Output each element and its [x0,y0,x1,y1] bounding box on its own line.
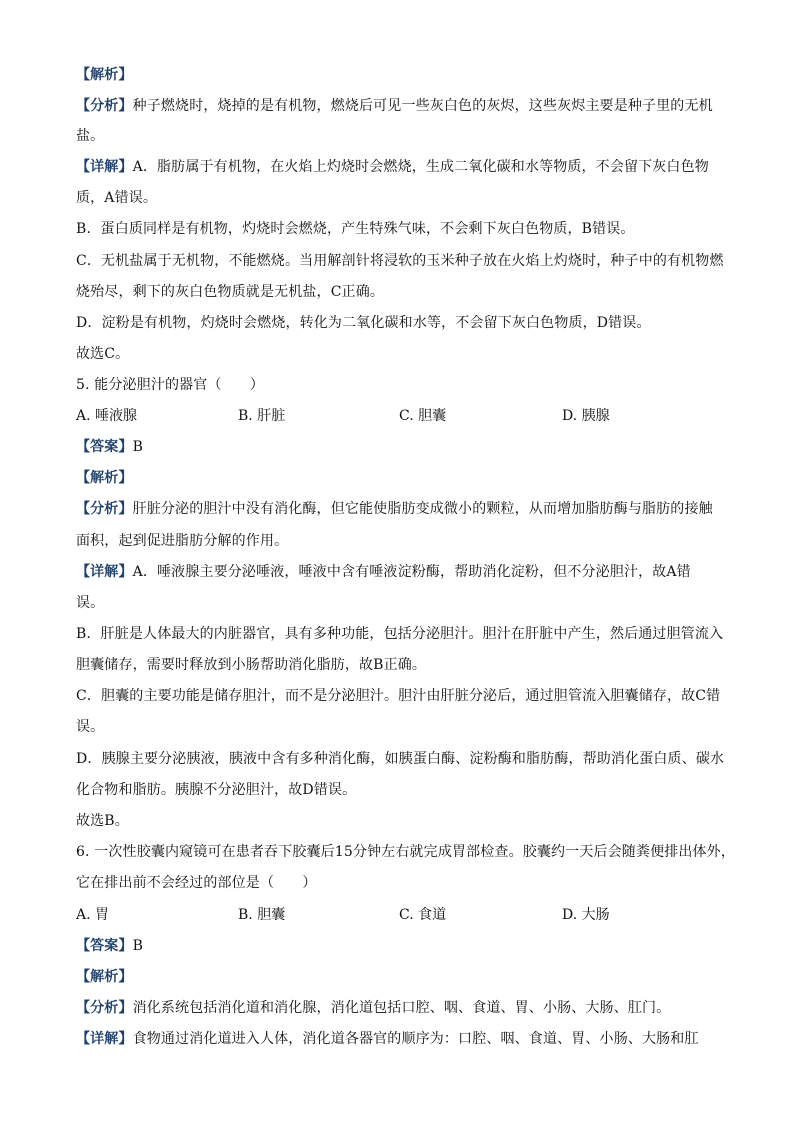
q6-stem-line-1: 6. 一次性胶囊内窥镜可在患者吞下胶囊后15分钟左右就完成胃部检查。胶囊约一天后会随粪便排出体外， [76,844,735,860]
q5-option-b: B. 肝脏 [238,408,286,424]
q4-detail-a-line-2: 质，A错误。 [76,190,158,206]
q5-detail-d-line-2: 化合物和脂肪。胰腺不分泌胆汁，故D错误。 [76,782,357,798]
q6-answer: 【答案】B [76,938,144,954]
q5-option-d: D. 胰腺 [562,408,610,424]
q5-detail-c-line-2: 误。 [76,719,105,735]
q6-option-d: D. 大肠 [562,907,610,923]
q4-detail-b: B．蛋白质同样是有机物，灼烧时会燃烧，产生特殊气味，不会剩下灰白色物质，B错误。 [76,221,635,237]
q5-analysis-line-2: 面积，起到促进脂肪分解的作用。 [76,533,289,549]
q5-stem: 5. 能分泌胆汁的器官（ ） [76,377,265,393]
q6-jiexi-heading: 【解析】 [76,969,133,985]
q4-detail-c-line-1: C．无机盐属于无机物，不能燃烧。当用解剖针将浸软的玉米种子放在火焰上灼烧时，种子中的有机物燃 [76,253,724,269]
q5-detail-c-line-1: C．胆囊的主要功能是储存胆汁，而不是分泌胆汁。胆汁由肝脏分泌后，通过胆管流入胆囊储存，故C错 [76,688,721,704]
q5-analysis-line-1: 【分析】肝脏分泌的胆汁中没有消化酶，但它能使脂肪变成微小的颗粒，从而增加脂肪酶与脂肪的接触 [76,501,713,517]
q5-option-c: C. 胆囊 [399,408,447,424]
q4-jiexi-heading: 【解析】 [76,67,133,83]
q5-detail-b-line-1: B．肝脏是人体最大的内脏器官，具有多种功能，包括分泌胆汁。胆汁在肝脏中产生，然后通过胆管流入 [76,626,724,642]
q4-analysis-line-2: 盐。 [76,128,105,144]
q5-option-a: A. 唾液腺 [76,408,138,424]
q5-answer: 【答案】B [76,439,144,455]
q6-analysis: 【分析】消化系统包括消化道和消化腺，消化道包括口腔、咽、食道、胃、小肠、大肠、肛门。 [76,1000,671,1016]
q4-detail-a-line-1: 【详解】A．脂肪属于有机物，在火焰上灼烧时会燃烧，生成二氧化碳和水等物质，不会留下灰白色物 [76,159,709,175]
q5-detail-a-line-1: 【详解】A．唾液腺主要分泌唾液，唾液中含有唾液淀粉酶，帮助消化淀粉，但不分泌胆汁，故A错 [76,564,691,580]
q6-detail-line-1: 【详解】食物通过消化道进入人体，消化道各器官的顺序为：口腔、咽、食道、胃、小肠、大肠和肛 [76,1031,699,1047]
q4-detail-c-line-2: 烧殆尽，剩下的灰白色物质就是无机盐，C正确。 [76,284,385,300]
q5-detail-d-line-1: D．胰腺主要分泌胰液，胰液中含有多种消化酶，如胰蛋白酶、淀粉酶和脂肪酶，帮助消化蛋白质、碳水 [76,751,725,767]
q4-detail-d: D．淀粉是有机物，灼烧时会燃烧，转化为二氧化碳和水等，不会留下灰白色物质，D错误。 [76,315,651,331]
q6-option-c: C. 食道 [399,907,447,923]
q6-option-b: B. 胆囊 [238,907,286,923]
q5-conclusion: 故选B。 [76,813,129,829]
q5-detail-a-line-2: 误。 [76,595,105,611]
q4-analysis-line-1: 【分析】种子燃烧时，烧掉的是有机物，燃烧后可见一些灰白色的灰烬，这些灰烬主要是种子里的无机 [76,98,713,114]
q5-detail-b-line-2: 胆囊储存，需要时释放到小肠帮助消化脂肪，故B正确。 [76,657,427,673]
q5-jiexi-heading: 【解析】 [76,470,133,486]
q6-stem-line-2: 它在排出前不会经过的部位是（ ） [76,875,317,891]
q6-option-a: A. 胃 [76,907,110,923]
q4-conclusion: 故选C。 [76,346,130,362]
